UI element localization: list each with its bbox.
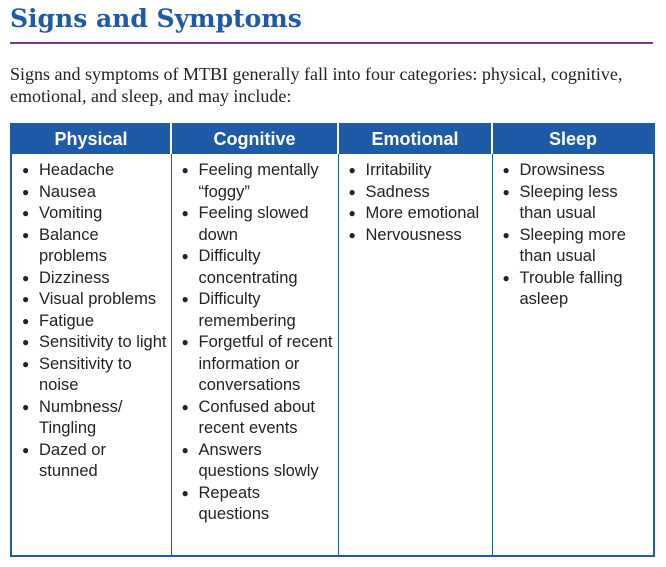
list-item-text: Balance problems	[39, 225, 107, 265]
bullet-icon: ●	[22, 227, 30, 242]
list-item	[20, 397, 167, 440]
bullet-icon: ●	[181, 399, 189, 414]
list-item-text: Difficulty concentrating	[198, 247, 298, 287]
list-item-text: Confused about recent events	[198, 397, 316, 437]
list-item-text: Trouble falling asleep	[519, 268, 623, 308]
bullet-icon: ●	[181, 163, 189, 177]
list-item	[20, 182, 167, 204]
list-item	[347, 203, 488, 225]
bullet-icon: ●	[502, 227, 510, 242]
list-item	[20, 268, 167, 290]
list-item-text: Fatigue	[39, 311, 95, 330]
bullet-icon: ●	[502, 270, 510, 285]
column-physical	[11, 154, 171, 556]
bullet-icon: ●	[22, 335, 30, 349]
list-item	[501, 225, 650, 268]
list-item-text: Repeats questions	[198, 483, 270, 523]
bullet-icon: ●	[22, 184, 30, 199]
emotional-symptom-list	[347, 160, 488, 246]
list-item	[180, 246, 334, 289]
bullet-icon: ●	[181, 292, 189, 306]
list-item-text: Irritability	[365, 161, 432, 179]
list-item	[20, 203, 167, 225]
list-item-text: Visual problems	[39, 290, 157, 308]
column-header-sleep: Sleep	[492, 124, 654, 154]
bullet-icon: ●	[502, 163, 510, 177]
bullet-icon: ●	[22, 313, 30, 328]
list-item	[180, 332, 334, 397]
list-item	[180, 440, 334, 483]
bullet-icon: ●	[348, 184, 356, 199]
list-item-text: Sleeping more than usual	[519, 225, 626, 265]
table-body-row	[11, 154, 654, 556]
list-item	[180, 203, 334, 246]
list-item-text: Dizziness	[39, 268, 110, 287]
list-item	[347, 225, 488, 247]
intro-paragraph: Signs and symptoms of MTBI generally fall into four categories: physical, cognitive, emotional, and sleep, and may include:	[10, 64, 623, 106]
symptoms-table	[10, 123, 655, 557]
column-header-physical: Physical	[11, 124, 171, 154]
bullet-icon: ●	[22, 442, 30, 457]
bullet-icon: ●	[181, 335, 189, 349]
list-item	[180, 160, 334, 203]
list-item-text: Drowsiness	[519, 161, 605, 179]
sleep-symptom-list	[501, 160, 650, 311]
list-item	[20, 225, 167, 268]
list-item-text: Nausea	[39, 182, 96, 201]
physical-symptom-list	[20, 160, 167, 483]
list-item-text: Sensitivity to light	[39, 333, 167, 351]
list-item	[180, 289, 334, 332]
cognitive-symptom-list	[180, 160, 334, 526]
list-item-text: Forgetful of recent information or conversations	[198, 333, 333, 394]
list-item	[347, 160, 488, 182]
bullet-icon: ●	[348, 163, 356, 177]
list-item	[501, 182, 650, 225]
bullet-icon: ●	[181, 249, 189, 263]
title-divider	[10, 42, 653, 44]
column-cognitive	[171, 154, 338, 556]
list-item-text: Difficulty remembering	[198, 290, 296, 330]
list-item	[501, 268, 650, 311]
list-item-text: Feeling mentally “foggy”	[198, 161, 319, 201]
list-item-text: More emotional	[365, 204, 480, 222]
bullet-icon: ●	[22, 206, 30, 220]
list-item-text: Dazed or stunned	[39, 440, 106, 480]
bullet-icon: ●	[22, 163, 30, 177]
bullet-icon: ●	[348, 206, 356, 220]
column-emotional	[338, 154, 492, 556]
list-item	[20, 289, 167, 311]
list-item-text: Sadness	[365, 182, 430, 201]
bullet-icon: ●	[181, 206, 189, 220]
list-item	[180, 397, 334, 440]
column-header-cognitive: Cognitive	[171, 124, 338, 154]
bullet-icon: ●	[22, 399, 30, 414]
bullet-icon: ●	[22, 292, 30, 306]
list-item	[501, 160, 650, 182]
table-header-row	[11, 124, 654, 154]
bullet-icon: ●	[181, 442, 189, 457]
list-item	[20, 160, 167, 182]
list-item	[20, 440, 167, 483]
list-item-text: Sleeping less than usual	[519, 182, 618, 222]
list-item-text: Sensitivity to noise	[39, 354, 132, 394]
list-item	[20, 332, 167, 354]
list-item	[20, 311, 167, 333]
list-item	[20, 354, 167, 397]
column-sleep	[492, 154, 654, 556]
list-item-text: Feeling slowed down	[198, 204, 309, 244]
bullet-icon: ●	[22, 356, 30, 371]
list-item-text: Nervousness	[365, 225, 462, 244]
column-header-emotional: Emotional	[338, 124, 492, 154]
list-item	[180, 483, 334, 526]
bullet-icon: ●	[502, 184, 510, 199]
bullet-icon: ●	[181, 485, 189, 500]
bullet-icon: ●	[22, 270, 30, 285]
list-item	[347, 182, 488, 204]
list-item-text: Numbness/ Tingling	[39, 397, 123, 437]
page-title: Signs and Symptoms	[10, 4, 302, 33]
list-item-text: Headache	[39, 161, 115, 179]
bullet-icon: ●	[348, 227, 356, 242]
list-item-text: Vomiting	[39, 204, 103, 222]
list-item-text: Answers questions slowly	[198, 440, 319, 480]
